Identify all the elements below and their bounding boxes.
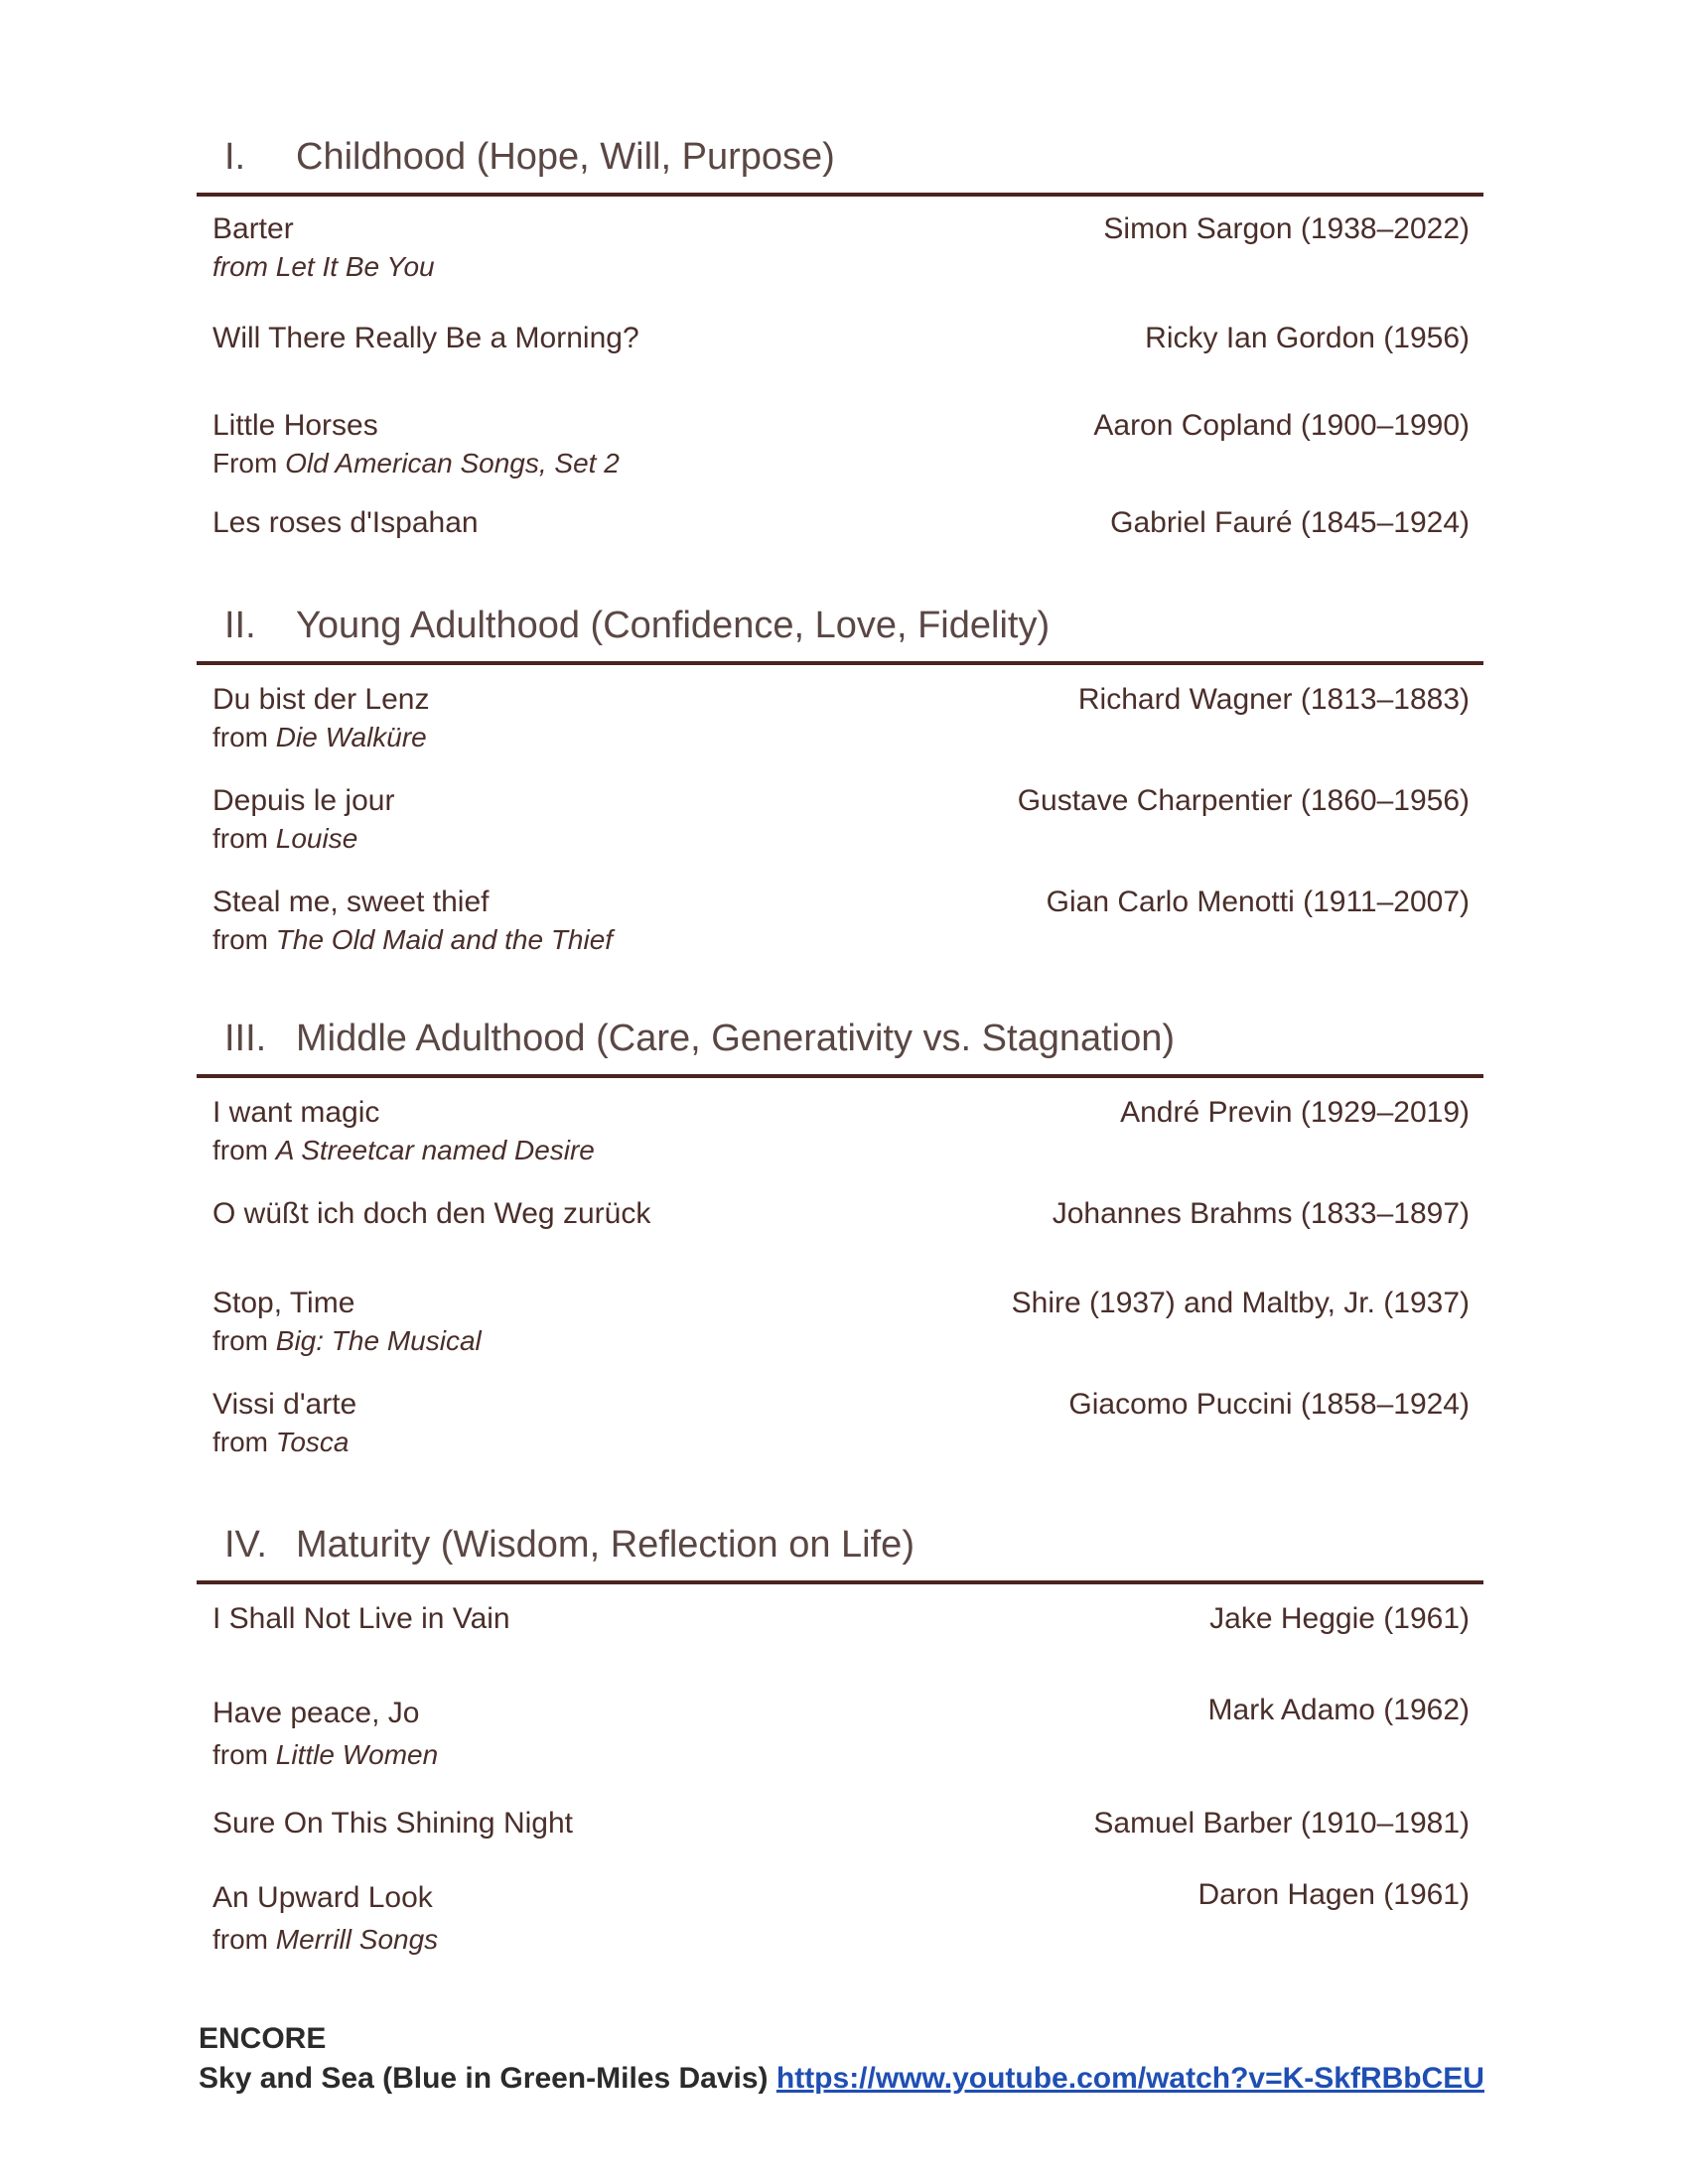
piece-composer: Gabriel Fauré (1845–1924) bbox=[1110, 506, 1470, 539]
piece-title: Have peace, Jo bbox=[212, 1697, 420, 1729]
section-heading-middle-adulthood bbox=[197, 1005, 1483, 1078]
piece-composer: Samuel Barber (1910–1981) bbox=[1093, 1807, 1470, 1840]
piece-composer: Richard Wagner (1813–1883) bbox=[1077, 683, 1470, 716]
piece-source: from The Old Maid and the Thief bbox=[212, 924, 614, 955]
piece-composer: Johannes Brahms (1833–1897) bbox=[1052, 1197, 1470, 1230]
piece-composer: Shire (1937) and Maltby, Jr. (1937) bbox=[1011, 1287, 1470, 1319]
piece-title: I Shall Not Live in Vain bbox=[212, 1602, 510, 1635]
piece-composer: Simon Sargon (1938–2022) bbox=[1103, 212, 1470, 245]
piece-composer: Ricky Ian Gordon (1956) bbox=[1145, 322, 1470, 354]
piece-title: Sure On This Shining Night bbox=[212, 1807, 573, 1840]
piece-composer: Jake Heggie (1961) bbox=[1209, 1602, 1470, 1635]
piece-title: Will There Really Be a Morning? bbox=[212, 322, 639, 354]
program-item bbox=[212, 1094, 1470, 1169]
program-item bbox=[212, 1386, 1470, 1461]
piece-title: Depuis le jour bbox=[212, 784, 395, 817]
piece-title: Les roses d'Ispahan bbox=[212, 506, 479, 539]
program-item bbox=[212, 1692, 1470, 1775]
piece-title: An Upward Look bbox=[212, 1881, 433, 1914]
program-item bbox=[212, 1805, 1470, 1843]
program-item bbox=[212, 1876, 1470, 1960]
section-title: Middle Adulthood (Care, Generativity vs. Stagnation) bbox=[296, 1018, 1176, 1059]
piece-title: Du bist der Lenz bbox=[212, 683, 430, 716]
piece-composer: André Previn (1929–2019) bbox=[1120, 1096, 1470, 1129]
piece-source: from Die Walküre bbox=[212, 722, 427, 752]
section-title: Young Adulthood (Confidence, Love, Fidelity) bbox=[296, 605, 1051, 646]
section-title: Maturity (Wisdom, Reflection on Life) bbox=[296, 1524, 914, 1566]
program-item bbox=[212, 504, 1470, 542]
piece-source: from Little Women bbox=[212, 1739, 439, 1770]
piece-title: I want magic bbox=[212, 1096, 380, 1129]
section-numeral: IV. bbox=[224, 1524, 267, 1566]
program-item bbox=[212, 407, 1470, 482]
piece-source: From Old American Songs, Set 2 bbox=[212, 448, 620, 478]
section-numeral: III. bbox=[224, 1018, 267, 1059]
encore-heading: ENCORE bbox=[199, 2022, 327, 2055]
piece-composer: Gian Carlo Menotti (1911–2007) bbox=[1046, 886, 1470, 918]
piece-title: Stop, Time bbox=[212, 1287, 355, 1319]
section-numeral: II. bbox=[224, 605, 256, 646]
section-heading-maturity bbox=[197, 1511, 1483, 1584]
piece-title: Vissi d'arte bbox=[212, 1388, 357, 1421]
piece-source: from Louise bbox=[212, 823, 358, 854]
piece-composer: Mark Adamo (1962) bbox=[1207, 1694, 1470, 1726]
program-item bbox=[212, 884, 1470, 959]
piece-composer: Aaron Copland (1900–1990) bbox=[1093, 409, 1470, 442]
piece-source: from Big: The Musical bbox=[212, 1325, 482, 1356]
encore-video-link[interactable]: https://www.youtube.com/watch?v=K-SkfRBbCEU bbox=[775, 2062, 1484, 2095]
program-item bbox=[212, 1285, 1470, 1360]
program-item bbox=[212, 681, 1470, 756]
section-title: Childhood (Hope, Will, Purpose) bbox=[296, 136, 835, 178]
program-item bbox=[212, 1600, 1470, 1638]
section-numeral: I. bbox=[224, 136, 246, 178]
piece-title: Little Horses bbox=[212, 409, 378, 442]
piece-title: Barter bbox=[212, 212, 294, 245]
piece-title: O wüßt ich doch den Weg zurück bbox=[212, 1197, 651, 1230]
piece-source: from Let It Be You bbox=[212, 251, 435, 282]
piece-composer: Gustave Charpentier (1860–1956) bbox=[1017, 784, 1470, 817]
program-item bbox=[212, 1195, 1470, 1233]
piece-source: from A Streetcar named Desire bbox=[212, 1135, 595, 1165]
section-heading-childhood bbox=[197, 123, 1483, 197]
piece-title: Steal me, sweet thief bbox=[212, 886, 490, 918]
program-item bbox=[212, 210, 1470, 286]
piece-composer: Giacomo Puccini (1858–1924) bbox=[1068, 1388, 1470, 1421]
piece-composer: Daron Hagen (1961) bbox=[1197, 1878, 1470, 1911]
encore-line bbox=[199, 2059, 1484, 2099]
encore-text: Sky and Sea (Blue in Green-Miles Davis) bbox=[199, 2062, 776, 2095]
piece-source: from Tosca bbox=[212, 1427, 350, 1457]
piece-source: from Merrill Songs bbox=[212, 1924, 439, 1955]
section-heading-young-adulthood bbox=[197, 592, 1483, 665]
program-item bbox=[212, 320, 1470, 357]
program-item bbox=[212, 782, 1470, 858]
